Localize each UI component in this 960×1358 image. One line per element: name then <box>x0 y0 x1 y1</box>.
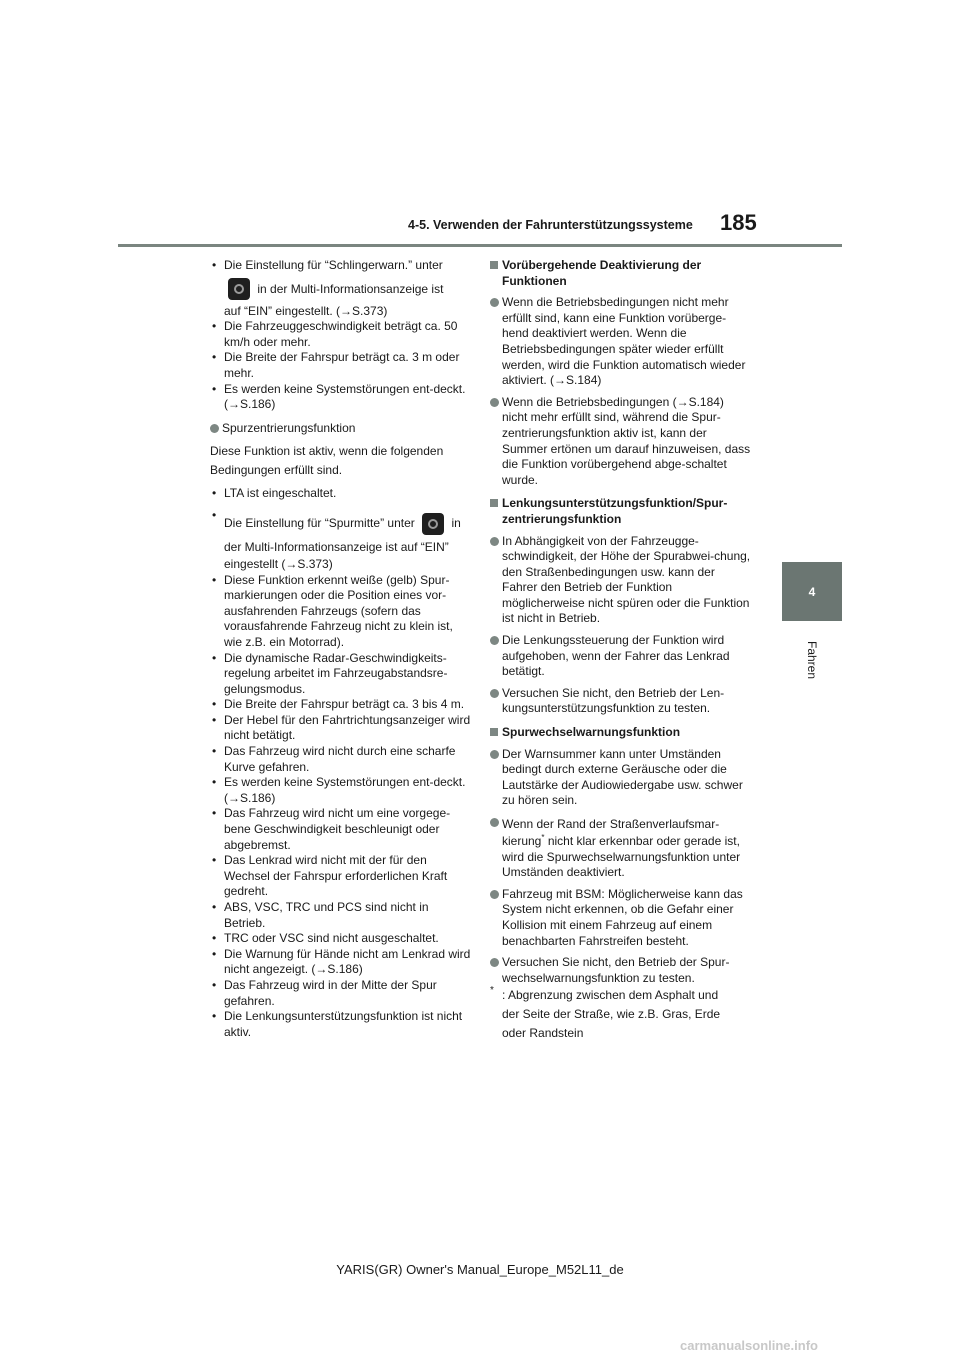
list-item: • Das Fahrzeug wird nicht um eine vorgege-bene Geschwindigkeit beschleunigt oder abgebremst. <box>210 806 472 853</box>
paragraph: Diese Funktion ist aktiv, wenn die folgenden Bedingungen erfüllt sind. <box>210 444 444 478</box>
section-item: Wenn die Betriebsbedingungen nicht mehr erfüllt sind, kann eine Funktion vorüberge-hend deaktiviert werden. Wenn die Betriebsbedingungen später wieder erfüllt werden, wird die Funktion automatisch wieder aktiviert. (→S.184) <box>490 295 752 389</box>
section-item: Fahrzeug mit BSM: Möglicherweise kann das System nicht erkennen, ob die Gefahr einer Kollision mit einem Fahrzeug auf einem benachbarten Fahrstreifen besteht. <box>490 887 752 949</box>
section-item: Wenn die Betriebsbedingungen (→S.184) nicht mehr erfüllt sind, während die Spur-zentrierungsfunktion aktiv ist, kann der Summer ertönen um darauf hinzuweisen, dass die Funktion vorübergehend abge-schaltet wurde. <box>490 395 752 489</box>
list-item: • TRC oder VSC sind nicht ausgeschaltet. <box>210 931 472 947</box>
section-heading: Spurwechselwarnungsfunktion <box>490 725 752 741</box>
manual-footer: YARIS(GR) Owner's Manual_Europe_M52L11_de <box>336 1262 624 1277</box>
watermark: carmanualsonline.info <box>680 1338 818 1353</box>
list-item: • Das Lenkrad wird nicht mit der für den Wechsel der Fahrspur erforderlichen Kraft gedreht. <box>210 853 472 900</box>
footnote: * : Abgrenzung zwischen dem Asphalt und der Seite der Straße, wie z.B. Gras, Erde oder Randstein <box>490 985 721 1041</box>
section-item: Der Warnsummer kann unter Umständen bedingt durch externe Geräusche oder die Lautstärke der Audiowiedergabe usw. schwer zu hören sein. <box>490 747 752 809</box>
list-item: • Es werden keine Systemstörungen ent-deckt. (→S.186) <box>210 775 472 806</box>
section-item: Wenn der Rand der Straßenverlaufsmar- kierung* nicht klar erkennbar oder gerade ist, wird die Spurwechselwarnungsfunktion unter Umständen deaktiviert. <box>490 815 752 881</box>
list-item: • Diese Funktion erkennt weiße (gelb) Spur-markierungen oder die Position eines vor-ausfahrenden Fahrzeugs (sofern das vorausfahrende Fahrzeug nicht zu klein ist, wie z.B. ein Motorrad). <box>210 573 472 651</box>
list-item: • Die Breite der Fahrspur beträgt ca. 3 bis 4 m. <box>210 697 472 713</box>
section-item: Spurzentrierungsfunktion <box>210 421 472 437</box>
list-item: • Die dynamische Radar-Geschwindigkeits-regelung arbeitet im Fahrzeugabstandsre-gelungsmodus. <box>210 651 472 698</box>
header-divider <box>118 244 842 247</box>
right-column <box>490 258 752 1043</box>
list-item: • Das Fahrzeug wird in der Mitte der Spur gefahren. <box>210 978 472 1009</box>
section-item: Versuchen Sie nicht, den Betrieb der Len-kungsunterstützungsfunktion zu testen. <box>490 686 752 717</box>
list-item: • Die Lenkungsunterstützungsfunktion ist nicht aktiv. <box>210 1009 472 1040</box>
list-item: • Die Einstellung für “Spurmitte” unter in der Multi-Informationsanzeige ist auf “EIN” eingestellt (→S.373) <box>210 508 472 573</box>
page-number: 185 <box>720 210 757 235</box>
chapter-tab: 4 <box>782 562 842 621</box>
list-item: • Es werden keine Systemstörungen ent-deckt. (→S.186) <box>210 382 472 413</box>
section-item: Versuchen Sie nicht, den Betrieb der Spur-wechselwarnungsfunktion zu testen. <box>490 955 752 986</box>
list-item: • Der Hebel für den Fahrtrichtungsanzeiger wird nicht betätigt. <box>210 713 472 744</box>
settings-gear-icon <box>422 513 444 535</box>
list-item: • Die Warnung für Hände nicht am Lenkrad wird nicht angezeigt. (→S.186) <box>210 947 472 978</box>
list-item: • Die Fahrzeuggeschwindigkeit beträgt ca. 50 km/h oder mehr. <box>210 319 472 350</box>
list-item: • Die Breite der Fahrspur beträgt ca. 3 m oder mehr. <box>210 350 472 381</box>
list-item: • Das Fahrzeug wird nicht durch eine scharfe Kurve gefahren. <box>210 744 472 775</box>
list-item: • ABS, VSC, TRC und PCS sind nicht in Betrieb. <box>210 900 472 931</box>
chapter-tab-label: Fahren <box>805 640 819 680</box>
section-item: In Abhängigkeit von der Fahrzeugge-schwindigkeit, der Höhe der Spurabwei-chung, den Straßenbedingungen usw. kann der Fahrer den Betrieb der Funktion möglicherweise nicht spüren oder die Funktion ist nicht in Betrieb. <box>490 534 752 628</box>
settings-gear-icon <box>228 278 250 300</box>
section-item: Die Lenkungssteuerung der Funktion wird aufgehoben, wenn der Fahrer das Lenkrad betätigt. <box>490 633 752 680</box>
section-heading: Lenkungsunterstützungsfunktion/Spur-zentrierungsfunktion <box>490 496 752 527</box>
section-heading: Vorübergehende Deaktivierung der Funktionen <box>490 258 752 289</box>
left-column <box>210 258 472 1040</box>
chapter-header: 4-5. Verwenden der Fahrunterstützungssysteme <box>408 218 693 232</box>
list-item: • LTA ist eingeschaltet. <box>210 486 472 502</box>
list-item: • Die Einstellung für “Schlingerwarn.” unter in der Multi-Informationsanzeige ist auf “EIN” eingestellt. (→S.373) <box>210 258 472 319</box>
